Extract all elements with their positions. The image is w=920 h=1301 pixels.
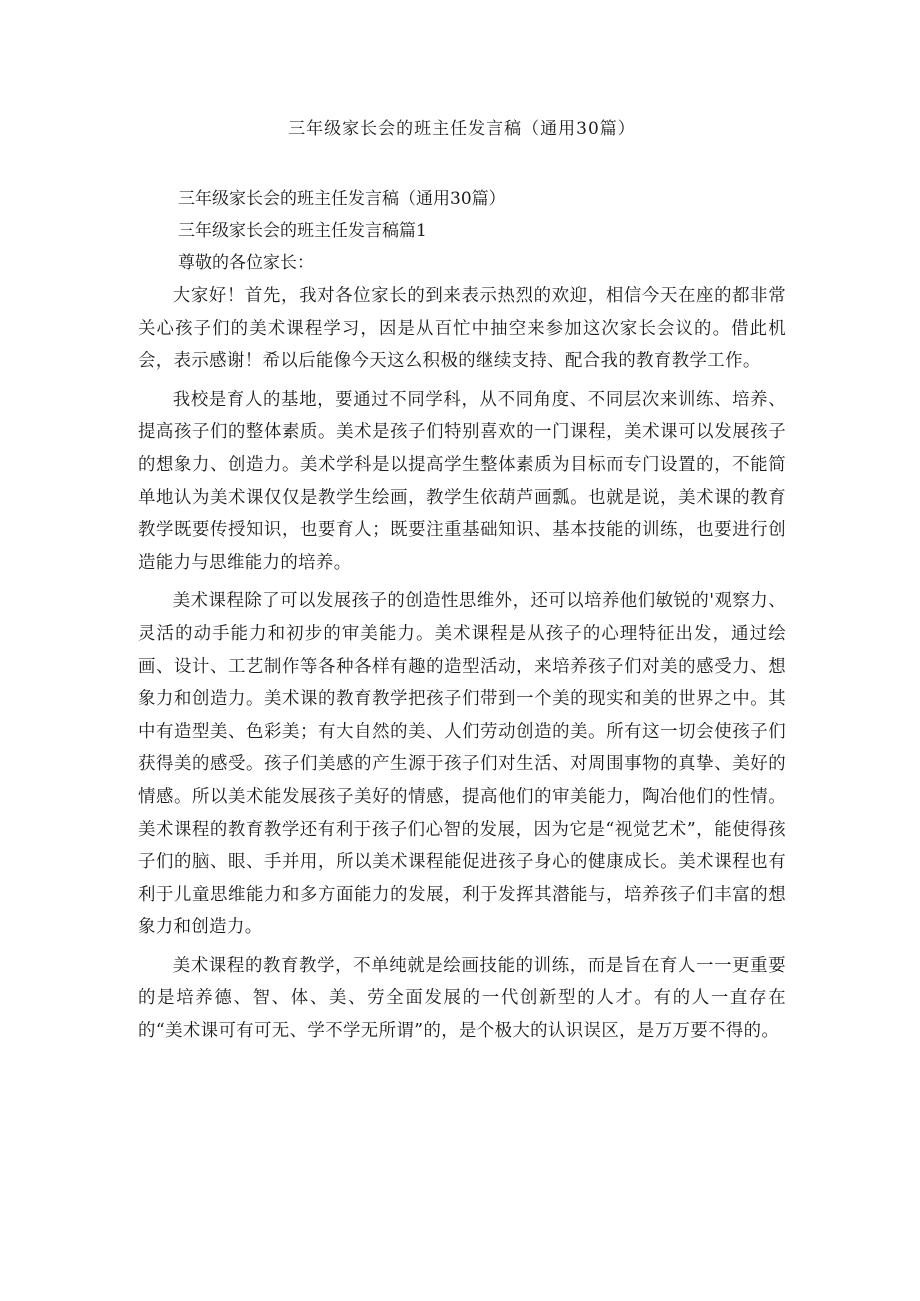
document-title: 三年级家长会的班主任发言稿（通用30篇） [288, 119, 636, 139]
section-heading: 三年级家长会的班主任发言稿篇1 [178, 221, 427, 241]
paragraph-4: 美术课程的教育教学，不单纯就是绘画技能的训练，而是旨在育人一一更重要的是培养德、智、体、美、劳全面发展的一代创新型的人才。有的人一直存在的“美术课可有可无、学不学无所谓”的，是个极大的认识误区，是万万要不得的。 [138, 955, 786, 1042]
greeting: 尊敬的各位家长： [178, 253, 314, 273]
paragraph-1: 大家好！首先，我对各位家长的到来表示热烈的欢迎，相信今天在座的都非常关心孩子们的美术课程学习，因是从百忙中抽空来参加这次家长会议的。借此机会，表示感谢！希以后能像今天这么积极的继续支持、配合我的教育教学工作。 [138, 286, 786, 372]
document-subtitle: 三年级家长会的班主任发言稿（通用30篇） [178, 189, 506, 209]
paragraph-2: 我校是育人的基地，要通过不同学科，从不同角度、不同层次来训练、培养、提高孩子们的整体素质。美术是孩子们特别喜欢的一门课程，美术课可以发展孩子的想象力、创造力。美术学科是以提高学生整体素质为目标而专门设置的，不能简单地认为美术课仅仅是教学生绘画，教学生依葫芦画瓢。也就是说，美术课的教育教学既要传授知识，也要育人；既要注重基础知识、基本技能的训练，也要进行创造能力与思维能力的培养。 [138, 389, 786, 573]
paragraph-3: 美术课程除了可以发展孩子的创造性思维外，还可以培养他们敏锐的'观察力、灵活的动手能力和初步的审美能力。美术课程是从孩子的心理特征出发，通过绘画、设计、工艺制作等各种各样有趣的造型活动，来培养孩子们对美的感受力、想象力和创造力。美术课的教育教学把孩子们带到一个美的现实和美的世界之中。其中有造型美、色彩美；有大自然的美、人们劳动创造的美。所有这一切会使孩子们获得美的感受。孩子们美感的产生源于孩子们对生活、对周围事物的真挚、美好的情感。所以美术能发展孩子美好的情感，提高他们的审美能力，陶冶他们的性情。美术课程的教育教学还有利于孩子们心智的发展，因为它是“视觉艺术”，能使得孩子们的脑、眼、手并用，所以美术课程能促进孩子身心的健康成长。美术课程也有利于儿童思维能力和多方面能力的发展，利于发挥其潜能与，培养孩子们丰富的想象力和创造力。 [138, 591, 786, 938]
